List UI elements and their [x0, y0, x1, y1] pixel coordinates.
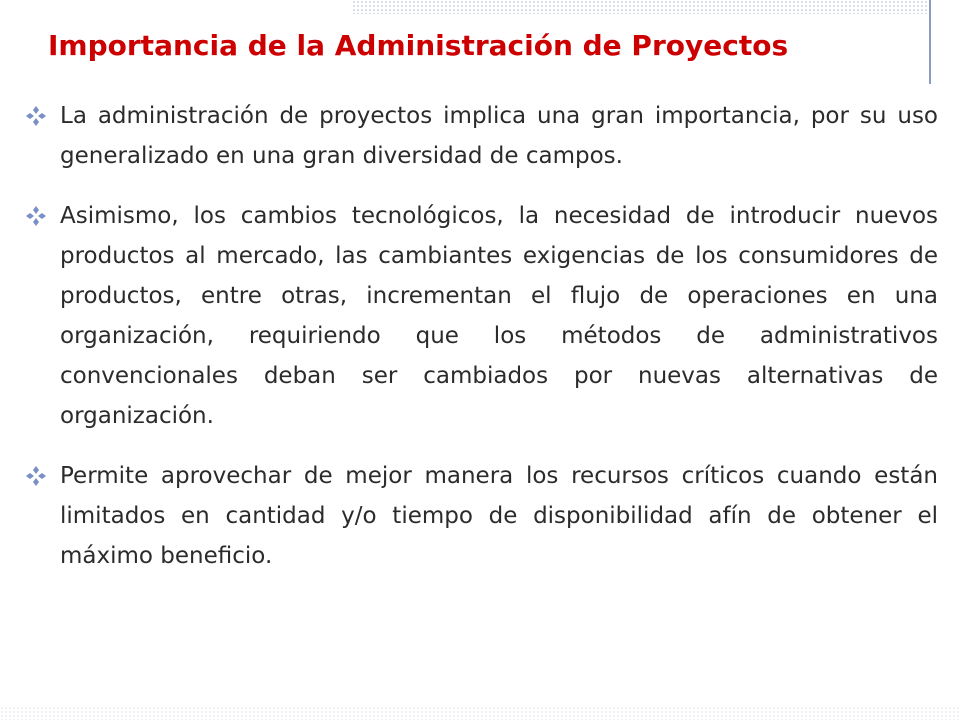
diamond-bullet-icon: [24, 456, 60, 496]
bullet-item-2: [24, 196, 938, 436]
diamond-bullet-icon: [24, 196, 60, 236]
decorative-dot-band-bottom: [0, 706, 960, 720]
bullet-text: La administración de proyectos implica una gran importancia, por su uso generalizado en una gran diversidad de campos.: [60, 103, 938, 169]
decorative-vertical-rule: [929, 0, 931, 84]
bullet-text: Asimismo, los cambios tecnológicos, la necesidad de introducir nuevos productos al mercado, las cambiantes exigencias de los consumidores de productos, entre otras, incrementan el flujo de operaciones en una organización, requiriendo que los métodos de administrativos convencionales deban ser cambiados por nuevas alternativas de organización.: [60, 203, 938, 429]
bullet-text: Permite aprovechar de mejor manera los recursos críticos cuando están limitados en cantidad y/o tiempo de disponibilidad afín de obtener el máximo beneficio.: [60, 463, 938, 569]
bullet-item-3: [24, 456, 938, 576]
slide-title: Importancia de la Administración de Proyectos: [48, 29, 789, 62]
decorative-dot-band: [352, 0, 932, 14]
diamond-bullet-icon: [24, 96, 60, 136]
bullet-list: [24, 96, 938, 576]
bullet-item-1: [24, 96, 938, 176]
